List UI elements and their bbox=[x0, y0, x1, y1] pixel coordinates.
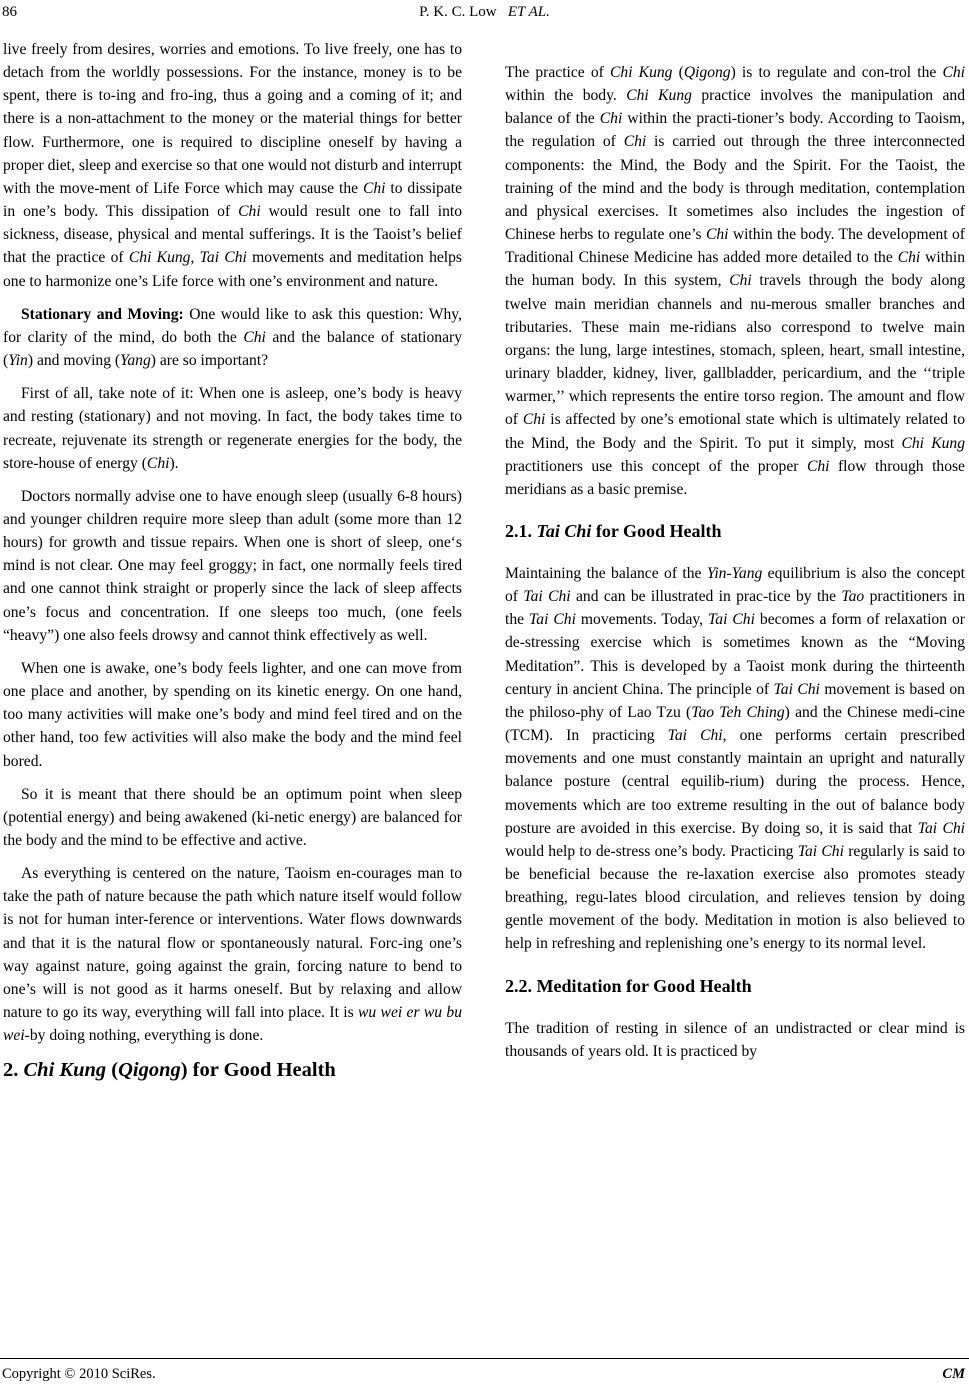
paragraph: As everything is centered on the nature, Taoism en-courages man to take the path of nature because the path which nature itself would follow is not for human inter-ference or interventions. Water flows downwards and that it is the natural flow or spontaneously natural. Forc-ing one’s way against nature, going against the grain, forcing nature to bend to one’s will is not good as it harms oneself. But by relaxing and allow nature to go its way, everything will fall into place. It is wu wei er wu bu wei-by doing nothing, everything is done. bbox=[3, 865, 462, 1045]
paragraph: Stationary and Moving: One would like to ask this question: Why, for clarity of the mind, do both the Chi and the balance of stationary (Yin) and moving (Yang) are so important? bbox=[3, 305, 463, 370]
paragraph: Maintaining the balance of the Yin-Yang equilibrium is also the concept of Tai Chi and can be illustrated in prac-tice by the Tao practitioners in the Tai Chi movements. Today, Tai Chi becomes a form of relaxation or de-stressing exercise which is sometimes known as the “Moving Meditation”. This is developed by a Taoist monk during the thirteenth century in ancient China. The principle of Tai Chi movement is based on the philoso-phy of Lao Tzu (Tao Teh Ching) and the Chinese medi-cine (TCM). In practicing Tai Chi, one performs certain prescribed movements and one must constantly maintain an upright and naturally balance posture (central equilib-rium) during the process. Hence, movements which are too extreme resulting in the out of balance body posture are avoided in this exercise. By doing so, it is said that Tai Chi would help to de-stress one’s body. Practicing Tai Chi regularly is said to be beneficial because the re-laxation exercise also promotes steady breathing, regu-lates blood circulation, and relieves tension by doing gentle movement of the body. Meditation in motion is also believed to help in refreshing and replenishing one’s energy to its normal level. bbox=[505, 564, 966, 953]
subsection-heading: 2.1. Tai Chi for Good Health bbox=[505, 520, 722, 541]
subsection-heading: 2.2. Meditation for Good Health bbox=[505, 975, 752, 996]
paragraph: So it is meant that there should be an optimum point when sleep (potential energy) and being awakened (ki-netic energy) are balanced for the body and the mind to be effective and active. bbox=[3, 785, 462, 849]
journal-abbreviation: CM bbox=[942, 1366, 965, 1382]
paragraph: First of all, take note of it: When one is asleep, one’s body is heavy and resting (stationary) and not moving. In fact, the body takes time to recreate, rejuvenate its strength or regenerate energies for the body, the store-house of energy (Chi). bbox=[3, 385, 462, 472]
copyright-notice: Copyright © 2010 SciRes. bbox=[2, 1366, 156, 1382]
running-head: P. K. C. Low ET AL. bbox=[419, 4, 550, 20]
paragraph: The tradition of resting in silence of an undistracted or clear mind is thousands of years old. It is practiced by bbox=[505, 1019, 965, 1060]
paragraph: The practice of Chi Kung (Qigong) is to regulate and con-trol the Chi within the body. Chi Kung practice involves the manipulation and balance of the Chi within the practi-tioner’s body. According to Taoism, the regulation of Chi is carried out through the three interconnected components: the Mind, the Body and the Spirit. For the Taoist, the training of the mind and the body is through meditation, contemplation and physical exercises. It sometimes also includes the ingestion of Chinese herbs to regulate one’s Chi within the body. The development of Traditional Chinese Medicine has added more detailed to the Chi within the human body. In this system, Chi travels through the body along twelve main meridian channels and nu-merous smaller branches and tributaries. These main me-ridians also correspond to twelve main organs: the lung, large intestines, stomach, spleen, heart, small intestine, urinary bladder, kidney, liver, gallbladder, pericardium, and the ‘‘triple warmer,’’ which represents the entire torso region. The amount and flow of Chi is affected by one’s emotional state which is ultimately related to the Mind, the Body and the Spirit. To put it simply, most Chi Kung practitioners use this concept of the proper Chi flow through those meridians as a basic premise. bbox=[505, 64, 965, 498]
paragraph: live freely from desires, worries and emotions. To live freely, one has to detach from the worldly possessions. For the instance, money is to be spent, there is to-ing and fro-ing, thus a going and a coming of it; and there is a non-attachment to the money or the material things for better flow. Furthermore, one is required to discipline oneself by having a proper diet, sleep and exercise so that one would not disturb and interrupt with the move-ment of Life Force which may cause the Chi to dissipate in one’s body. This dissipation of Chi would result one to fall into sickness, disease, physical and mental sufferings. It is the Taoist’s belief that the practice of Chi Kung, Tai Chi movements and meditation helps one to harmonize one’s Life force with one’s environment and nature. bbox=[3, 41, 462, 290]
paragraph: When one is awake, one’s body feels lighter, and one can move from one place and another, by spending on its kinetic energy. On one hand, too many activities will make one’s body and mind feel tired and on the other hand, too few activities will also make the body and the mind feel bored. bbox=[3, 659, 462, 770]
paragraph: Doctors normally advise one to have enough sleep (usually 6-8 hours) and younger children require more sleep than adult (some more than 12 hours) for growth and tissue repairs. When one is short of sleep, one‘s mind is not clear. One may feel groggy; in fact, one normally feels tired and one cannot think straight or properly since the lack of sleep affects one’s focus and concentration. If one sleeps too much, (one feels “heavy”) one also feels drowsy and cannot think effectively as well. bbox=[3, 487, 462, 644]
section-heading: 2. Chi Kung (Qigong) for Good Health bbox=[3, 1059, 336, 1082]
page-header bbox=[0, 0, 969, 26]
left-column bbox=[3, 38, 462, 1083]
footer-rule bbox=[0, 1358, 969, 1359]
right-column bbox=[505, 61, 965, 1073]
page-number: 86 bbox=[2, 4, 17, 20]
